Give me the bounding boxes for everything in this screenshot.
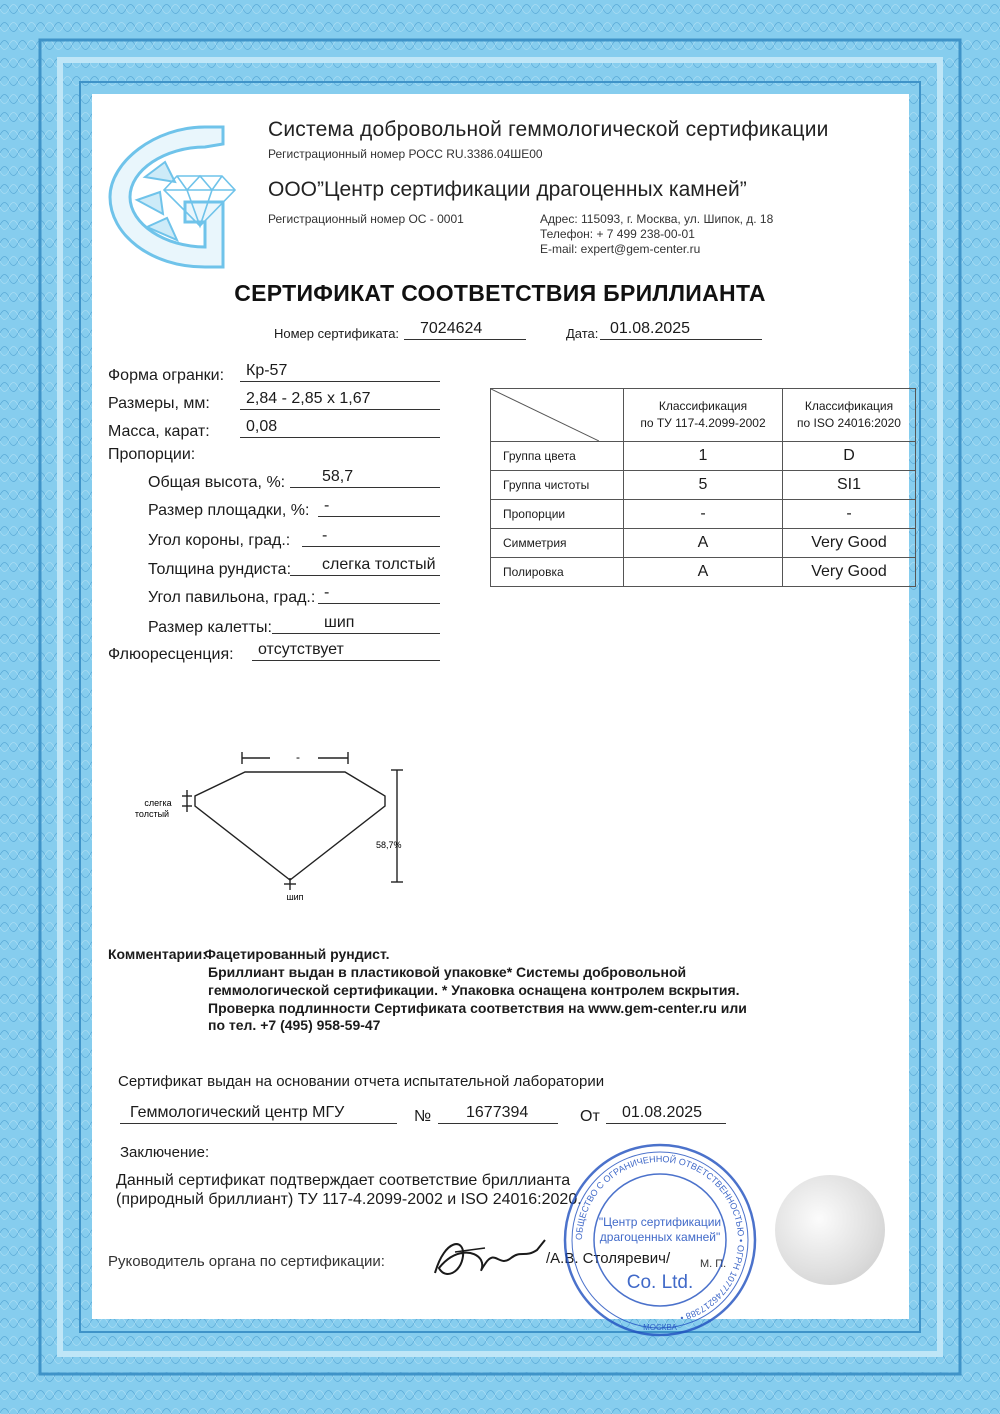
cert-date: 01.08.2025 xyxy=(600,320,762,340)
email: E-mail: expert@gem-center.ru xyxy=(540,242,701,256)
diagram-height-label: 58,7% xyxy=(376,840,402,850)
diagram-culet-label: шип xyxy=(286,892,304,902)
mass-value: 0,08 xyxy=(240,418,440,438)
table-row xyxy=(491,442,916,471)
organization-registration: Регистрационный номер ОС - 0001 xyxy=(268,212,464,226)
mass-label: Масса, карат: xyxy=(108,423,210,440)
iso-value: D xyxy=(783,442,916,471)
grades-table xyxy=(490,388,916,587)
lab-date: 01.08.2025 xyxy=(606,1104,726,1124)
lab-date-label: От xyxy=(580,1108,600,1125)
table-row xyxy=(491,471,916,500)
conclusion-line1: Данный сертификат подтверждает соответствие бриллианта xyxy=(116,1172,571,1189)
document-title: СЕРТИФИКАТ СООТВЕТСТВИЯ БРИЛЛИАНТА xyxy=(234,280,766,306)
iso-value: Very Good xyxy=(783,558,916,587)
girdle-label: Толщина рундиста: xyxy=(148,561,292,578)
table-row xyxy=(491,500,916,529)
stamp-city: МОСКВА xyxy=(643,1323,677,1332)
iso-value: Very Good xyxy=(783,529,916,558)
tu-header-line1: Классификация xyxy=(658,399,748,413)
crown-angle-label: Угол короны, град.: xyxy=(148,532,291,549)
diamond-profile-diagram xyxy=(120,740,430,910)
iso-header-line2: по ISO 24016:2020 xyxy=(797,416,901,430)
gem-center-logo xyxy=(105,122,255,272)
size-label: Размеры, мм: xyxy=(108,395,210,412)
fluorescence-value: отсутствует xyxy=(252,641,440,661)
stamp-line3: Co. Ltd. xyxy=(626,1272,694,1293)
row-label: Группа цвета xyxy=(491,442,624,471)
cert-date-label: Дата: xyxy=(566,326,599,341)
tu-value: 1 xyxy=(624,442,783,471)
iso-header-line1: Классификация xyxy=(804,399,894,413)
table-row xyxy=(491,558,916,587)
table-size-value: - xyxy=(318,497,440,517)
fluorescence-label: Флюоресценция: xyxy=(108,646,234,663)
pavilion-angle-value: - xyxy=(318,584,440,604)
iso-value: SI1 xyxy=(783,471,916,500)
girdle-value: слегка толстый xyxy=(290,556,440,576)
diagonal-line xyxy=(491,389,599,441)
pavilion-angle-label: Угол павильона, град.: xyxy=(148,589,316,606)
document-sheet xyxy=(92,94,909,1319)
comments-line1: Фацетированный рундист. xyxy=(204,946,390,962)
comments-line5: по тел. +7 (495) 958-59-47 xyxy=(208,1017,381,1033)
stamp-line2: драгоценных камней" xyxy=(599,1230,721,1244)
total-height-value: 58,7 xyxy=(290,468,440,488)
lab-number-label: № xyxy=(414,1108,432,1125)
comments-line2: Бриллиант выдан в пластиковой упаковке* Системы добровольной xyxy=(208,964,687,980)
tu-value: 5 xyxy=(624,471,783,500)
iso-column-header xyxy=(783,389,916,442)
crown-angle-value: - xyxy=(302,527,440,547)
cut-value: Кр-57 xyxy=(240,362,440,382)
system-registration: Регистрационный номер РОСС RU.3386.04ШЕ00 xyxy=(268,147,543,161)
culet-value: шип xyxy=(272,614,440,634)
stamp-ring-text: ОБЩЕСТВО С ОГРАНИЧЕННОЙ ОТВЕТСТВЕННОСТЬЮ • ОГРН 1077746217388 • xyxy=(573,1153,747,1324)
comments-line3: геммологической сертификации. * Упаковка оснащена контролем вскрытия. xyxy=(208,982,740,998)
cert-number-label: Номер сертификата: xyxy=(274,326,400,341)
table-row xyxy=(491,529,916,558)
holographic-seal xyxy=(775,1175,885,1285)
table-size-label: Размер площадки, %: xyxy=(148,502,310,519)
address: Адрес: 115093, г. Москва, ул. Шипок, д. 18 xyxy=(540,212,774,226)
tu-value: A xyxy=(624,558,783,587)
row-label: Пропорции xyxy=(491,500,624,529)
diagonal-corner-cell xyxy=(491,389,624,442)
company-stamp xyxy=(560,1140,760,1340)
cert-number: 7024624 xyxy=(404,320,526,340)
stamp-place-label: М. П. xyxy=(700,1258,727,1270)
comments-label: Комментарии: xyxy=(108,946,207,962)
iso-value: - xyxy=(783,500,916,529)
tu-column-header xyxy=(624,389,783,442)
lab-intro: Сертификат выдан на основании отчета испытательной лаборатории xyxy=(118,1073,605,1090)
conclusion-label: Заключение: xyxy=(120,1144,210,1161)
diagram-girdle-label-1: слегка xyxy=(144,798,172,808)
stamp-line1: "Центр сертификации xyxy=(598,1215,722,1229)
tu-value: A xyxy=(624,529,783,558)
cut-label: Форма огранки: xyxy=(108,367,225,384)
organization-name: ООО”Центр сертификации драгоценных камней” xyxy=(268,178,747,201)
signatory-name: /А.В. Столяревич/ xyxy=(546,1250,671,1267)
culet-label: Размер калетты: xyxy=(148,619,272,636)
phone: Телефон: + 7 499 238-00-01 xyxy=(540,227,695,241)
tu-value: - xyxy=(624,500,783,529)
comments-line4: Проверка подлинности Сертификата соответствия на www.gem-center.ru или xyxy=(208,1000,747,1016)
diagram-girdle-label-2: толстый xyxy=(134,809,170,819)
lab-name: Геммологический центр МГУ xyxy=(120,1104,397,1124)
total-height-label: Общая высота, %: xyxy=(148,474,286,491)
tu-header-line2: по ТУ 117-4.2099-2002 xyxy=(640,416,766,430)
system-name: Система добровольной геммологической сертификации xyxy=(268,118,829,141)
lab-number: 1677394 xyxy=(438,1104,558,1124)
conclusion-line2: (природный бриллиант) ТУ 117-4.2099-2002 и ISO 24016:2020. xyxy=(116,1191,582,1208)
size-value: 2,84 - 2,85 х 1,67 xyxy=(240,390,440,410)
signature-label: Руководитель органа по сертификации: xyxy=(108,1253,385,1270)
proportions-label: Пропорции: xyxy=(108,446,196,463)
row-label: Симметрия xyxy=(491,529,624,558)
row-label: Полировка xyxy=(491,558,624,587)
diagram-table-label: - xyxy=(296,750,300,764)
row-label: Группа чистоты xyxy=(491,471,624,500)
signature-scribble xyxy=(425,1228,555,1288)
